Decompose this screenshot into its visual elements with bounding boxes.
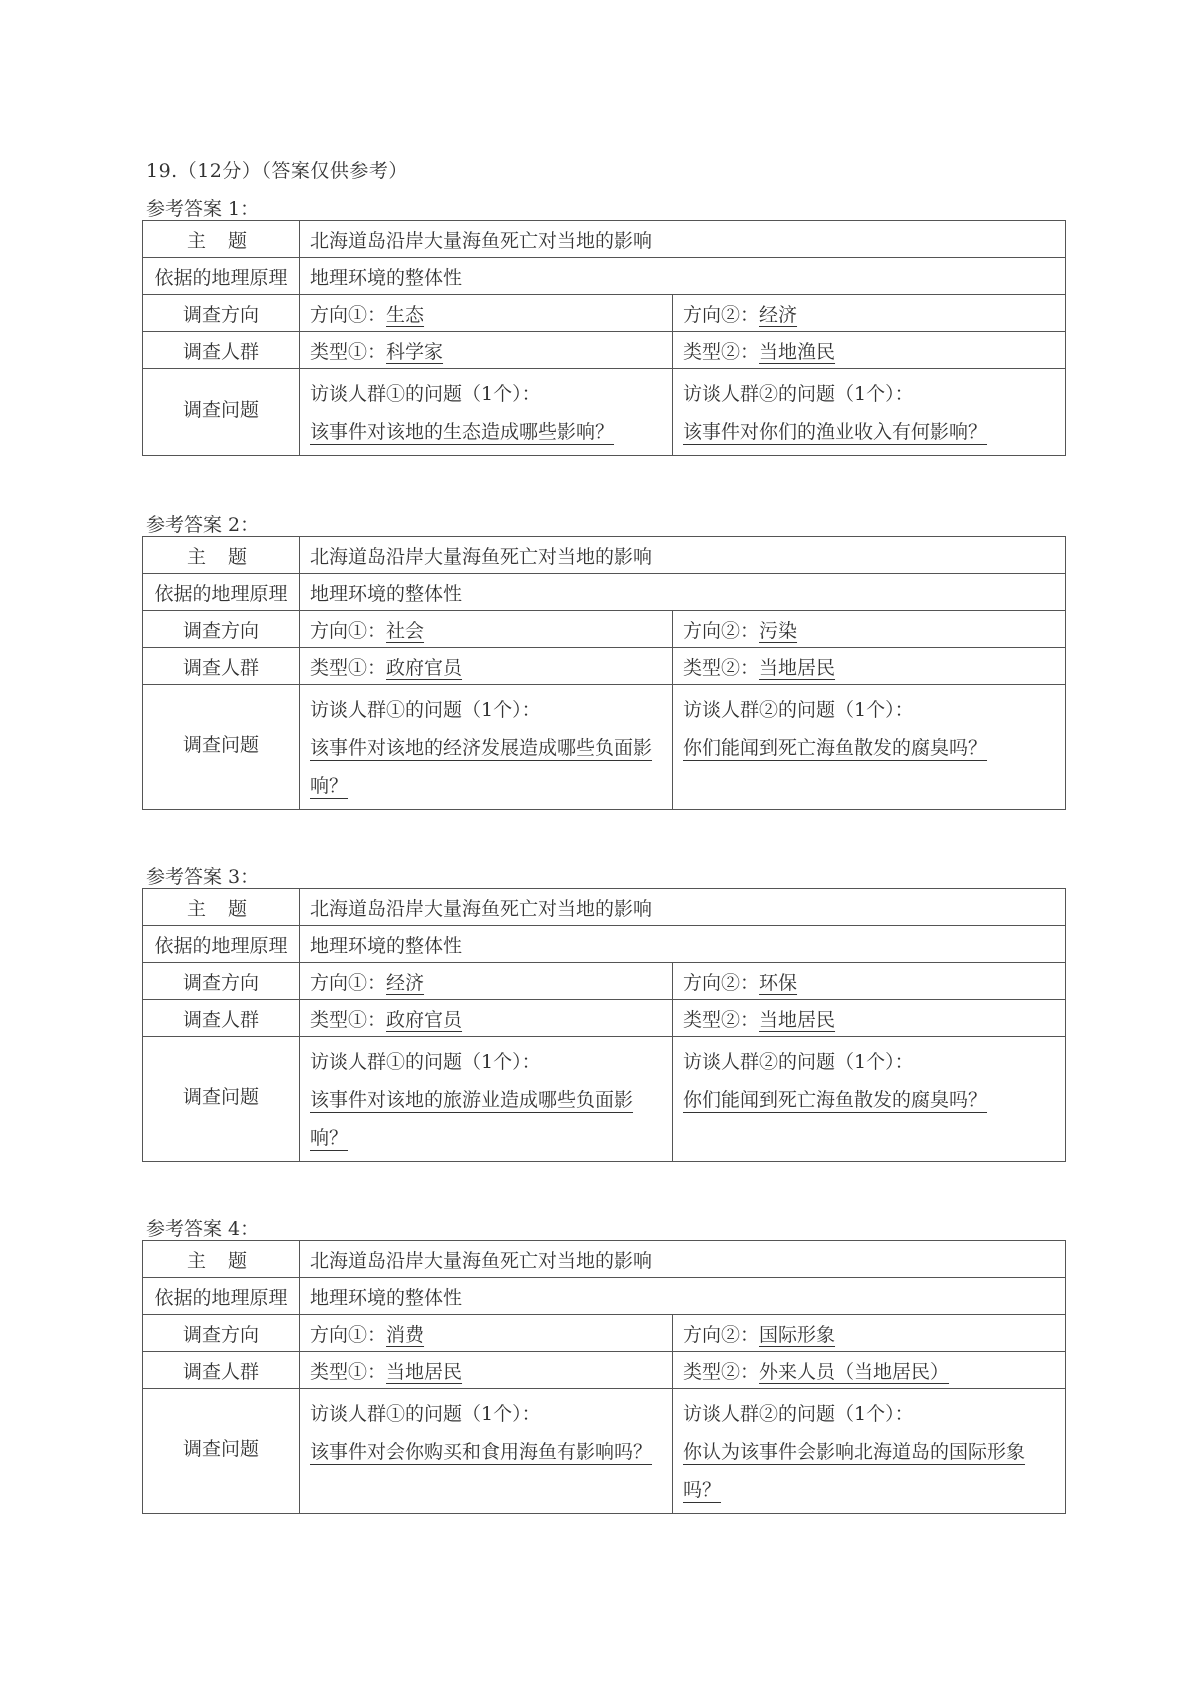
direction-2-value: 经济 — [759, 303, 798, 326]
theme-label: 主 题 — [143, 889, 300, 926]
question-1-value: 该事件对会你购买和食用海鱼有影响吗？ — [310, 1441, 653, 1463]
theme-value: 北海道岛沿岸大量海鱼死亡对当地的影响 — [300, 1241, 1066, 1278]
principle-label: 依据的地理原理 — [143, 926, 300, 963]
principle-row — [143, 926, 1066, 963]
direction-2-prefix: 方向②： — [683, 303, 760, 326]
theme-value: 北海道岛沿岸大量海鱼死亡对当地的影响 — [300, 889, 1066, 926]
principle-row — [143, 258, 1066, 295]
answer-table — [142, 536, 1066, 810]
direction-1-prefix: 方向①： — [310, 619, 387, 642]
question-1-value: 该事件对该地的旅游业造成哪些负面影响？ — [310, 1089, 634, 1149]
question-1-prefix: 访谈人群①的问题（1个）： — [310, 699, 541, 721]
group-row — [143, 1352, 1066, 1389]
direction-1-value: 生态 — [386, 303, 425, 326]
theme-row — [143, 1241, 1066, 1278]
principle-value: 地理环境的整体性 — [300, 258, 1066, 295]
theme-label: 主 题 — [143, 1241, 300, 1278]
question-label: 调查问题 — [143, 685, 300, 810]
question-2 — [673, 685, 1066, 810]
answer-label: 参考答案 1： — [146, 198, 260, 220]
direction-row — [143, 963, 1066, 1000]
direction-row — [143, 295, 1066, 332]
type-1 — [300, 648, 673, 685]
question-label: 调查问题 — [143, 1389, 300, 1514]
question-1 — [300, 685, 673, 810]
answer-table — [142, 888, 1066, 1162]
direction-1 — [300, 963, 673, 1000]
question-2-value: 你们能闻到死亡海鱼散发的腐臭吗？ — [683, 1089, 988, 1111]
direction-1 — [300, 295, 673, 332]
direction-1-value: 消费 — [386, 1323, 425, 1346]
direction-2 — [673, 963, 1066, 1000]
answer-label: 参考答案 2： — [146, 514, 260, 536]
group-row — [143, 648, 1066, 685]
type-2 — [673, 332, 1066, 369]
direction-2 — [673, 295, 1066, 332]
direction-label: 调查方向 — [143, 295, 300, 332]
theme-row — [143, 221, 1066, 258]
type-1-value: 政府官员 — [386, 656, 463, 679]
type-2 — [673, 1000, 1066, 1037]
direction-1-prefix: 方向①： — [310, 1323, 387, 1346]
direction-2-value: 国际形象 — [759, 1323, 836, 1346]
question-row — [143, 369, 1066, 456]
theme-row — [143, 889, 1066, 926]
answer-label: 参考答案 4： — [146, 1218, 260, 1240]
type-1 — [300, 332, 673, 369]
question-heading: 19.（12分）（答案仅供参考） — [146, 160, 408, 182]
type-1-prefix: 类型①： — [310, 1360, 387, 1383]
type-2-prefix: 类型②： — [683, 340, 760, 363]
question-1-prefix: 访谈人群①的问题（1个）： — [310, 383, 541, 405]
group-row — [143, 332, 1066, 369]
question-2 — [673, 1389, 1066, 1514]
type-2-prefix: 类型②： — [683, 656, 760, 679]
direction-2-prefix: 方向②： — [683, 1323, 760, 1346]
answer-table — [142, 1240, 1066, 1514]
type-1-value: 当地居民 — [386, 1360, 463, 1383]
group-label: 调查人群 — [143, 1352, 300, 1389]
group-label: 调查人群 — [143, 648, 300, 685]
question-2-value: 你认为该事件会影响北海道岛的国际形象吗？ — [683, 1441, 1026, 1501]
question-1-value: 该事件对该地的生态造成哪些影响？ — [310, 421, 615, 443]
group-label: 调查人群 — [143, 1000, 300, 1037]
theme-row — [143, 537, 1066, 574]
question-2-value: 该事件对你们的渔业收入有何影响？ — [683, 421, 988, 443]
type-1 — [300, 1000, 673, 1037]
question-row — [143, 1037, 1066, 1162]
type-2-value: 当地居民 — [759, 656, 836, 679]
type-1-value: 政府官员 — [386, 1008, 463, 1031]
question-label: 调查问题 — [143, 1037, 300, 1162]
group-label: 调查人群 — [143, 332, 300, 369]
direction-row — [143, 611, 1066, 648]
question-2 — [673, 1037, 1066, 1162]
principle-label: 依据的地理原理 — [143, 258, 300, 295]
direction-label: 调查方向 — [143, 1315, 300, 1352]
type-2-value: 当地居民 — [759, 1008, 836, 1031]
direction-1 — [300, 1315, 673, 1352]
direction-1-prefix: 方向①： — [310, 303, 387, 326]
type-1-prefix: 类型①： — [310, 656, 387, 679]
principle-value: 地理环境的整体性 — [300, 574, 1066, 611]
direction-1-value: 社会 — [386, 619, 425, 642]
principle-value: 地理环境的整体性 — [300, 926, 1066, 963]
question-1-prefix: 访谈人群①的问题（1个）： — [310, 1051, 541, 1073]
type-2-value: 外来人员（当地居民） — [759, 1360, 950, 1383]
question-1 — [300, 369, 673, 456]
question-2-prefix: 访谈人群②的问题（1个）： — [683, 699, 914, 721]
question-2-prefix: 访谈人群②的问题（1个）： — [683, 383, 914, 405]
type-2 — [673, 1352, 1066, 1389]
question-1 — [300, 1389, 673, 1514]
theme-label: 主 题 — [143, 537, 300, 574]
question-row — [143, 685, 1066, 810]
group-row — [143, 1000, 1066, 1037]
question-2-prefix: 访谈人群②的问题（1个）： — [683, 1051, 914, 1073]
direction-1 — [300, 611, 673, 648]
principle-row — [143, 1278, 1066, 1315]
direction-1-value: 经济 — [386, 971, 425, 994]
direction-2 — [673, 1315, 1066, 1352]
question-1 — [300, 1037, 673, 1162]
principle-label: 依据的地理原理 — [143, 1278, 300, 1315]
principle-row — [143, 574, 1066, 611]
direction-label: 调查方向 — [143, 611, 300, 648]
type-1-prefix: 类型①： — [310, 1008, 387, 1031]
answer-table — [142, 220, 1066, 456]
question-2 — [673, 369, 1066, 456]
direction-2-prefix: 方向②： — [683, 619, 760, 642]
theme-value: 北海道岛沿岸大量海鱼死亡对当地的影响 — [300, 537, 1066, 574]
question-row — [143, 1389, 1066, 1514]
question-1-prefix: 访谈人群①的问题（1个）： — [310, 1403, 541, 1425]
type-2 — [673, 648, 1066, 685]
type-2-prefix: 类型②： — [683, 1360, 760, 1383]
question-label: 调查问题 — [143, 369, 300, 456]
type-1-prefix: 类型①： — [310, 340, 387, 363]
answer-label: 参考答案 3： — [146, 866, 260, 888]
type-2-prefix: 类型②： — [683, 1008, 760, 1031]
type-1 — [300, 1352, 673, 1389]
direction-row — [143, 1315, 1066, 1352]
question-1-value: 该事件对该地的经济发展造成哪些负面影响？ — [310, 737, 653, 797]
type-1-value: 科学家 — [386, 340, 444, 363]
direction-2-value: 污染 — [759, 619, 798, 642]
direction-2 — [673, 611, 1066, 648]
theme-label: 主 题 — [143, 221, 300, 258]
type-2-value: 当地渔民 — [759, 340, 836, 363]
direction-1-prefix: 方向①： — [310, 971, 387, 994]
question-2-prefix: 访谈人群②的问题（1个）： — [683, 1403, 914, 1425]
theme-value: 北海道岛沿岸大量海鱼死亡对当地的影响 — [300, 221, 1066, 258]
principle-label: 依据的地理原理 — [143, 574, 300, 611]
direction-label: 调查方向 — [143, 963, 300, 1000]
principle-value: 地理环境的整体性 — [300, 1278, 1066, 1315]
direction-2-prefix: 方向②： — [683, 971, 760, 994]
direction-2-value: 环保 — [759, 971, 798, 994]
question-2-value: 你们能闻到死亡海鱼散发的腐臭吗？ — [683, 737, 988, 759]
